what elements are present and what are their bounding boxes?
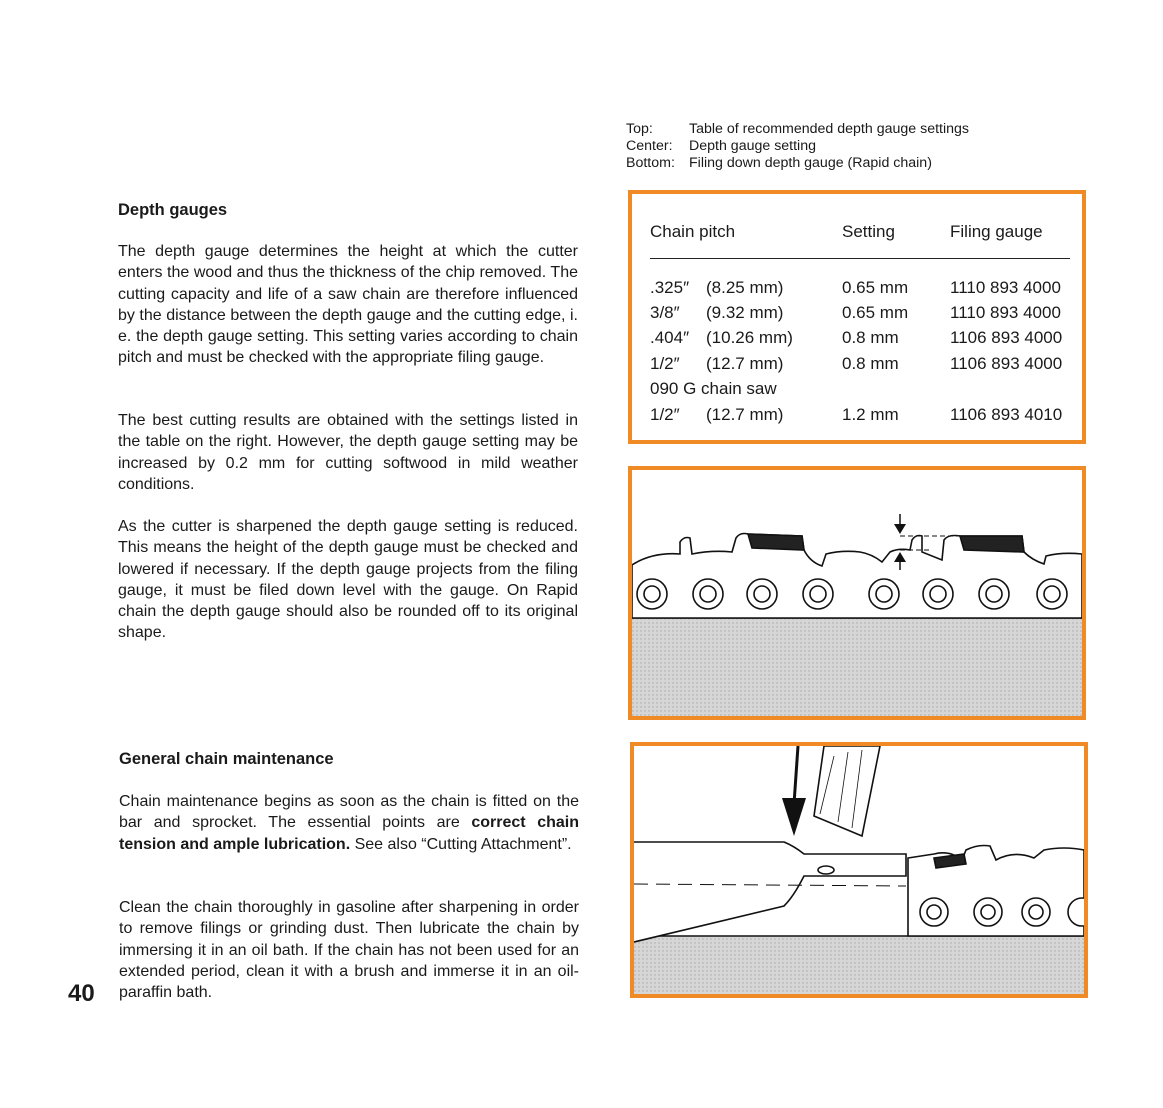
caption-bottom-key: Bottom: (626, 155, 675, 171)
filing-gauge-value: 1106 893 4000 (950, 353, 1063, 373)
filing-depth-gauge-figure (630, 742, 1088, 998)
pitch-mm: (9.32 mm) (706, 303, 784, 323)
table-header-pitch: Chain pitch (650, 222, 736, 241)
setting-value: 0.8 mm (842, 353, 899, 373)
maintenance-body-1 (119, 791, 579, 855)
depth-gauge-setting-figure (628, 466, 1086, 720)
filing-gauge-tool (634, 842, 906, 942)
page-number: 40 (68, 980, 95, 1007)
filing-gauge-value: 1110 893 4000 (950, 277, 1061, 297)
depth-gauges-body-3 (118, 516, 578, 644)
depth-gauges-body (118, 241, 578, 369)
table-header-setting: Setting (842, 222, 895, 241)
pitch-mm: (8.25 mm) (706, 277, 784, 297)
filing-depth-gauge-diagram (634, 746, 1084, 994)
pitch-inch: .404″ (650, 328, 690, 348)
filing-gauge-value: 1110 893 4000 (950, 303, 1061, 323)
table-subheading: 090 G chain saw (650, 379, 777, 399)
pitch-mm: (10.26 mm) (706, 328, 793, 348)
table-row (650, 300, 1070, 325)
caption-top-text: Table of recommended depth gauge settings (689, 121, 969, 137)
pitch-inch: 1/2″ (650, 404, 680, 424)
setting-value: 1.2 mm (842, 404, 899, 424)
depth-gauges-body-2 (118, 410, 578, 495)
setting-value: 0.8 mm (842, 328, 899, 348)
caption-top-key: Top: (626, 121, 653, 137)
maintenance-paragraph-1 (119, 791, 579, 855)
table-header-row (650, 222, 1070, 259)
maintenance-paragraph-2: Clean the chain thoroughly in gasoline after sharpening in order to remove filings or grinding dust. Then lubricate the chain by immersing it in an oil bath. If the chain has not been used for an extended period, clean it with a brush and immerse it in an oil-paraffin bath. (119, 899, 579, 1002)
maintenance-p1-start: Chain maintenance begins as soon as the chain is fitted on the bar and sprocket. The essential points are (119, 793, 579, 832)
wood-surface (634, 936, 1084, 994)
depth-gauges-heading: Depth gauges (118, 201, 228, 219)
setting-value: 0.65 mm (842, 277, 909, 297)
table-subheading-row (650, 377, 1070, 402)
down-arrow-icon (782, 746, 806, 836)
pitch-inch: 3/8″ (650, 303, 680, 323)
setting-value: 0.65 mm (842, 303, 909, 323)
depth-gauges-paragraph-1: The depth gauge determines the height at which the cutter enters the wood and thus the thickness of the chip removed. The cutting capacity and life of a saw chain are therefore influenced by the distance between the depth gauge and the cutting edge, i. e. the depth gauge setting. This setting varies according to chain pitch and must be checked with the appropriate filing gauge. (118, 243, 578, 367)
depth-gauge-table (650, 222, 1070, 427)
filing-gauge-value: 1106 893 4000 (950, 328, 1063, 348)
flat-file (814, 746, 880, 836)
caption-center-key: Center: (626, 138, 673, 154)
maintenance-heading: General chain maintenance (119, 750, 334, 768)
pitch-inch: .325″ (650, 277, 690, 297)
table-row (650, 326, 1070, 351)
maintenance-p1-bold: correct chain tension and ample lubrication. (119, 814, 580, 853)
pitch-mm: (12.7 mm) (706, 353, 784, 373)
depth-gauge-setting-diagram (632, 470, 1082, 716)
depth-gauge-table-frame (628, 190, 1086, 444)
maintenance-body-2 (119, 897, 579, 1003)
table-header-gauge: Filing gauge (950, 222, 1043, 241)
caption-center-text: Depth gauge setting (689, 138, 816, 154)
table-row (650, 275, 1070, 300)
pitch-mm: (12.7 mm) (706, 404, 784, 424)
figure-caption (626, 121, 969, 172)
table-row (650, 402, 1070, 427)
table-row (650, 351, 1070, 376)
filing-gauge-value: 1106 893 4010 (950, 404, 1063, 424)
pitch-inch: 1/2″ (650, 353, 680, 373)
depth-gauges-paragraph-3: As the cutter is sharpened the depth gauge setting is reduced. This means the height of the depth gauge must be checked and lowered if necessary. If the depth gauge projects from the filing gauge, it must be filed down level with the gauge. On Rapid chain the depth gauge should also be rounded off to its original shape. (118, 518, 578, 642)
caption-bottom-text: Filing down depth gauge (Rapid chain) (689, 155, 932, 171)
wood-surface (632, 618, 1082, 716)
maintenance-p1-end: See also “Cutting Attachment”. (350, 835, 572, 853)
depth-gauges-paragraph-2: The best cutting results are obtained with the settings listed in the table on the right. However, the depth gauge setting may be increased by 0.2 mm for cutting softwood in mild weather conditions. (118, 412, 578, 493)
